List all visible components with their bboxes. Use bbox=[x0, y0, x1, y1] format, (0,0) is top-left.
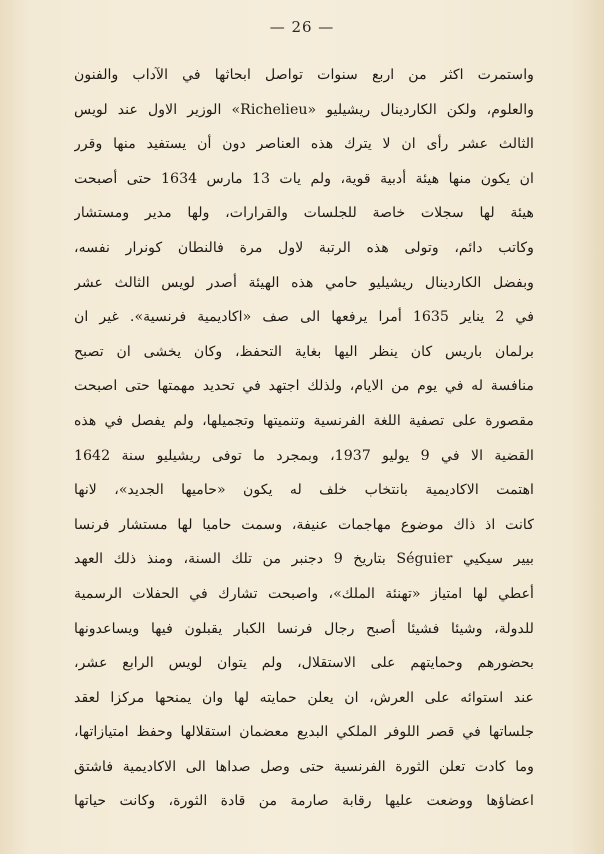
body-text bbox=[74, 58, 534, 819]
text-line: عند استوائه على العرش، ان يعلن حمايته لها وان يمنحها مركزا لعقد bbox=[74, 689, 534, 706]
text-line: وما كادت تعلن الثورة الفرنسية حتى وصل صداها الى الاكاديمية فاشتق bbox=[74, 758, 534, 775]
text-line: ان يكون منها هيئة أدبية قوية، ولم يات 13 مارس 1634 حتى أصبحت bbox=[74, 170, 534, 187]
text-line: أعطي لها امتياز «تهنئة الملك»، واصبحت تشارك في الحفلات الرسمية bbox=[74, 585, 534, 602]
text-line: كانت اذ ذاك موضوع مهاجمات عنيفة، وسمت حاميا لها مستشار فرنسا bbox=[74, 516, 534, 533]
text-line: اعضاؤها ووضعت عليها رقابة صارمة من قادة الثورة، وكانت حياتها bbox=[74, 793, 534, 810]
text-line: هيئة لها سجلات خاصة للجلسات والقرارات، ولها مدير ومستشار bbox=[74, 205, 534, 222]
text-line: وكاتب دائم، وتولى هذه الرتبة لاول مرة فالنطان كونرار نفسه، bbox=[74, 239, 534, 256]
page-number: — 26 — bbox=[269, 18, 335, 36]
text-line: والعلوم، ولكن الكاردينال ريشيليو «Richelieu» الوزير الاول عند لويس bbox=[74, 101, 534, 118]
text-line: وبفضل الكاردينال ريشيليو حامي هذه الهيئة أصدر لويس الثالث عشر bbox=[74, 274, 534, 291]
text-line: الثالث عشر رأى ان لا يترك هذه العناصر دون أن يستفيد منها وقرر bbox=[74, 136, 534, 153]
text-line: مقصورة على تصفية اللغة الفرنسية وتنميتها وتجميلها، ولم يفصل في هذه bbox=[74, 412, 534, 429]
text-line: جلساتها في قصر اللوفر الملكي البديع معضمان استقلالها وحفظ امتيازاتها، bbox=[74, 724, 534, 741]
text-line: للدولة، وشيئا فشيئا أصبح رجال فرنسا الكبار يقبلون فيها ويساعدونها bbox=[74, 620, 534, 637]
text-line: بيير سيكيي Séguier بتاريخ 9 دجنبر من تلك السنة، ومنذ ذلك العهد bbox=[74, 551, 534, 568]
text-line: منافسة له في يوم من الايام، ولذلك اجتهد في تحديد مهمتها حتى اصبحت bbox=[74, 378, 534, 395]
text-line: برلمان باريس كان ينظر اليها بغاية التحفظ، وكان يخشى ان تصبح bbox=[74, 343, 534, 360]
text-line: واستمرت اكثر من اربع سنوات تواصل ابحاثها في الآداب والفنون bbox=[74, 67, 534, 83]
text-line: القضية الا في 9 يوليو 1937، وبمجرد ما توفى ريشيليو سنة 1642 bbox=[74, 447, 534, 464]
text-line: اهتمت الاكاديمية بانتخاب خلف له يكون «حاميها الجديد»، لانها bbox=[74, 482, 534, 499]
text-line: بحضورهم وحمايتهم على الاستقلال، ولم يتوان لويس الرابع عشر، bbox=[74, 655, 534, 672]
text-line: في 2 يناير 1635 أمرا يرفعها الى صف «اكاديمية فرنسية». غير ان bbox=[74, 309, 534, 326]
